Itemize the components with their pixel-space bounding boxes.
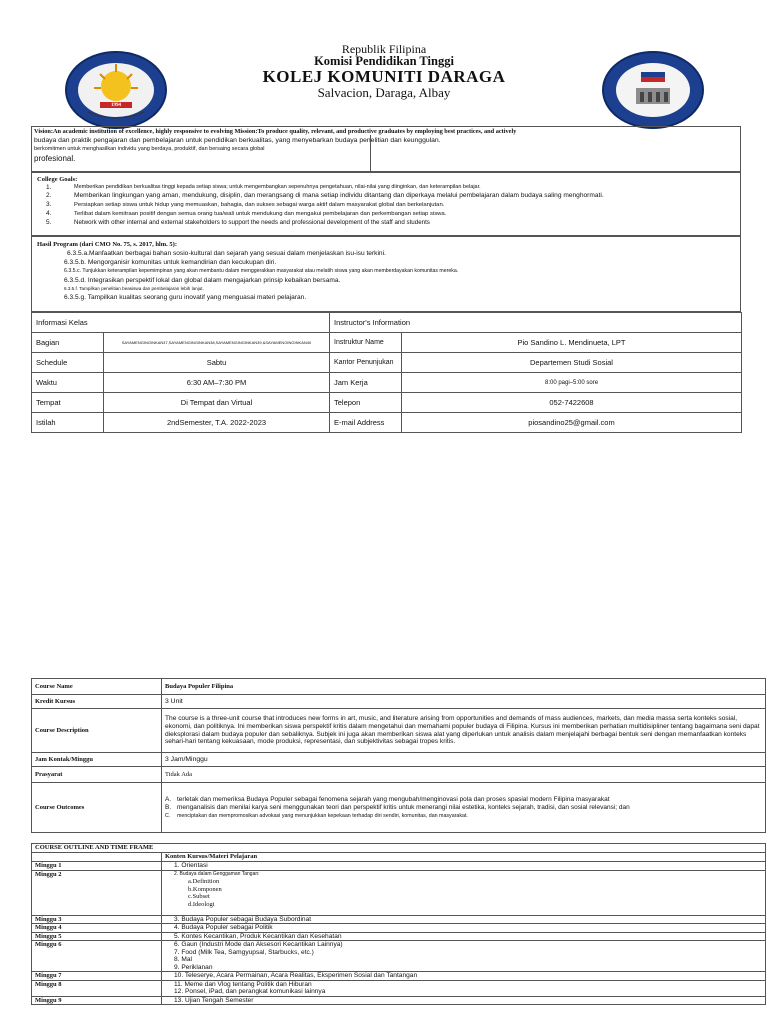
outline-row bbox=[32, 941, 766, 972]
vision-line-3: berkomitmen untuk menghasilkan individu yang berdaya, produktif, dan bersaing secara global bbox=[34, 146, 265, 152]
week-label: Minggu 6 bbox=[32, 941, 162, 972]
goal-item: 1. Memberikan pendidikan berkualitas tinggi kepada setiap siswa; untuk mengembangkan sepenuhnya pengetahuan, nilai-nilai yang diinginkan, dan keterampilan belajar. bbox=[46, 184, 481, 191]
row-value[interactable] bbox=[402, 413, 742, 433]
row-label: Waktu bbox=[32, 373, 104, 393]
class-info-heading-row bbox=[32, 313, 742, 333]
week-content: 11. Meme dan Vlog tentang Politik dan Hiburan 12. Ponsel, iPad, dan perangkat komunikasi lainnya bbox=[162, 980, 766, 996]
outcome-item: 6.3.5.f. Tampilkan penelitian beasiswa dan pembelajaran lebih lanjut. bbox=[64, 286, 204, 291]
week-content: 13. Ujian Tengah Semester bbox=[162, 996, 766, 1005]
course-row bbox=[32, 695, 766, 709]
vision-line-4: profesional. bbox=[34, 154, 76, 163]
outline-row bbox=[32, 924, 766, 933]
row-label: Tempat bbox=[32, 393, 104, 413]
course-row bbox=[32, 783, 766, 833]
header-commission: Komisi Pendidikan Tinggi bbox=[314, 54, 454, 68]
row-value: 6:30 AM–7:30 PM bbox=[104, 373, 330, 393]
vision-line-2: budaya dan praktik pengajaran dan pembelajaran untuk pendidikan berkualitas, yang menyebarkan budaya penelitian dan keunggulan. bbox=[34, 137, 441, 144]
week-label: Minggu 4 bbox=[32, 924, 162, 933]
week-label: Minggu 1 bbox=[32, 862, 162, 871]
course-info-table bbox=[31, 678, 766, 833]
goals-list bbox=[46, 184, 736, 227]
course-value: The course is a three-unit course that introduces new forms in art, music, and literature arising from opportunities and demands of mass audiences, markets, dan media massa serta konteks sosial, ekonomi, dan politiknya. Ini memberikan siswa perspektif kritis dalam mengetahui dan memahami populer budaya di Filipina. Kursus ini memberikan perhatian multidisipliner tentang bagaimana seni dapat dieksplorasi dalam budaya populer dan sebaliknya. Subjek ini juga akan memberikan siswa alat yang diperlukan untuk analisis dalam menjelajahi berbagai bentuk seni dengan memanfaatkan konteks sehari-hari tentang kekuasaan, mode produksi, representasi, dan subjektivitas sebagai tropes kritis. bbox=[162, 709, 766, 753]
row-label: Jam Kerja bbox=[330, 373, 402, 393]
week-content: 4. Budaya Populer sebagai Politik bbox=[162, 924, 766, 933]
row-value: 052-7422608 bbox=[402, 393, 742, 413]
instructor-info-heading: Instructor's Information bbox=[330, 313, 742, 333]
course-label: Prasyarat bbox=[32, 767, 162, 783]
outcomes-list bbox=[64, 250, 734, 303]
course-value: 3 Jam/Minggu bbox=[162, 753, 766, 767]
outcomes-heading: Hasil Program (dari CMO No. 75, s. 2017, hlm. 5): bbox=[37, 241, 177, 248]
course-row bbox=[32, 709, 766, 753]
row-label: Telepon bbox=[330, 393, 402, 413]
course-row bbox=[32, 753, 766, 767]
outline-header-row bbox=[32, 853, 766, 862]
email-link[interactable]: piosandino25@gmail.com bbox=[528, 418, 615, 427]
header-college-name: KOLEJ KOMUNITI DARAGA bbox=[262, 67, 506, 86]
outcome-item: 6.3.5.b. Mengorganisir komunitas untuk kemandirian dan kecukupan diri. bbox=[64, 259, 277, 266]
row-label: Kantor Penunjukan bbox=[330, 353, 402, 373]
row-label: Schedule bbox=[32, 353, 104, 373]
outline-row bbox=[32, 932, 766, 941]
outline-row bbox=[32, 996, 766, 1005]
outcome-item: 6.3.5.d. Integrasikan perspektif lokal dan global dalam mengajarkan prinsip kebaikan bersama. bbox=[64, 277, 341, 284]
outline-row bbox=[32, 980, 766, 996]
class-info-heading: Informasi Kelas bbox=[32, 313, 330, 333]
row-label: Istilah bbox=[32, 413, 104, 433]
outline-title: COURSE OUTLINE AND TIME FRAME bbox=[32, 844, 766, 853]
course-outcome-item: A. terletak dan memeriksa Budaya Populer sebagai fenomena sejarah yang mengubah/menginovasi pola dan proses spasial modern Filipina masyarakat bbox=[165, 795, 610, 803]
class-info-row bbox=[32, 413, 742, 433]
week-content: 3. Budaya Populer sebagai Budaya Subordinat bbox=[162, 915, 766, 924]
course-row bbox=[32, 767, 766, 783]
class-info-row bbox=[32, 353, 742, 373]
week-content: 5. Kontes Kecantikan, Produk Kecantikan dan Kesehatan bbox=[162, 932, 766, 941]
week-label: Minggu 7 bbox=[32, 972, 162, 981]
row-label: E-mail Address bbox=[330, 413, 402, 433]
course-value: Tidak Ada bbox=[162, 767, 766, 783]
vision-divider bbox=[370, 135, 371, 171]
outline-row bbox=[32, 862, 766, 871]
row-value: Sabtu bbox=[104, 353, 330, 373]
vision-mission-section bbox=[31, 126, 741, 172]
class-info-row bbox=[32, 333, 742, 353]
class-info-table bbox=[31, 312, 742, 433]
week-content: 1. Orientasi bbox=[162, 862, 766, 871]
outline-row bbox=[32, 870, 766, 915]
goal-item: 4. Terlibat dalam kemitraan positif dengan semua orang tua/wali untuk mendukung dan mengakui pembelajaran dan perkembangan setiap siswa. bbox=[46, 210, 447, 217]
outline-title-row bbox=[32, 844, 766, 853]
row-value: 2ndSemester, T.A. 2022-2023 bbox=[104, 413, 330, 433]
outcome-item: 6.3.5.c. Tunjukkan keterampilan kepemimpinan yang akan membantu dalam menggerakkan masyarakat atau melatih siswa yang akan memberdayakan komunitas mereka. bbox=[64, 268, 459, 274]
row-label: Instruktur Name bbox=[330, 333, 402, 353]
course-label: Course Description bbox=[32, 709, 162, 753]
goal-item: 2. Memberikan lingkungan yang aman, mendukung, disiplin, dan merangsang di mana setiap individu ditantang dan diperkaya melalui pembelajaran dalam budaya saling menghormati. bbox=[46, 192, 604, 199]
week-label: Minggu 8 bbox=[32, 980, 162, 996]
course-outcomes-list bbox=[162, 783, 766, 833]
goal-item: 5. Network with other internal and external stakeholders to support the needs and professional development of the staff and students bbox=[46, 219, 430, 226]
outline-row bbox=[32, 972, 766, 981]
week-content: 10. Teleserye, Acara Permainan, Acara Realitas, Eksperimen Sosial dan Tantangan bbox=[162, 972, 766, 981]
class-info-row bbox=[32, 373, 742, 393]
week-label: Minggu 5 bbox=[32, 932, 162, 941]
course-label: Jam Kontak/Minggu bbox=[32, 753, 162, 767]
course-label: Course Name bbox=[32, 679, 162, 695]
outline-header-blank bbox=[32, 853, 162, 862]
week-content: 6. Gaun (Industri Mode dan Aksesori Kecantikan Lainnya) 7. Food (Milk Tea, Samgyupsal, Starbucks, etc.) 8. Mal 9. Periklanan bbox=[162, 941, 766, 972]
course-value: 3 Unit bbox=[162, 695, 766, 709]
course-row bbox=[32, 679, 766, 695]
course-outcome-item: C. menciptakan dan mempromosikan advokasi yang menunjukkan kepekaan terhadap diri sendiri, komunitas, dan masyarakat. bbox=[165, 812, 468, 819]
outcome-item: 6.3.5.a.Manfaatkan berbagai bahan sosio-kultural dan sejarah yang sesuai dalam menjelaskan isu-isu terkini. bbox=[67, 250, 386, 257]
dcc-seal bbox=[602, 50, 704, 130]
week-label: Minggu 9 bbox=[32, 996, 162, 1005]
course-label: Course Outcomes bbox=[32, 783, 162, 833]
row-value: 8:00 pagi–5:00 sore bbox=[402, 373, 742, 393]
ched-seal-year: 1994 bbox=[111, 103, 121, 108]
outline-header-content: Konten Kursus/Materi Pelajaran bbox=[162, 853, 766, 862]
program-outcomes-section bbox=[31, 236, 741, 312]
week-label: Minggu 3 bbox=[32, 915, 162, 924]
college-goals-section bbox=[31, 172, 741, 236]
outline-row bbox=[32, 915, 766, 924]
row-value: Di Tempat dan Virtual bbox=[104, 393, 330, 413]
row-label: Bagian bbox=[32, 333, 104, 353]
course-outline-table bbox=[31, 843, 766, 1005]
course-label: Kredit Kursus bbox=[32, 695, 162, 709]
row-value: Pio Sandino L. Mendinueta, LPT bbox=[402, 333, 742, 353]
goals-heading: College Goals: bbox=[37, 176, 78, 183]
class-info-row bbox=[32, 393, 742, 413]
header-republic: Republik Filipina bbox=[341, 42, 427, 56]
course-value: Budaya Populer Filipina bbox=[162, 679, 766, 695]
vision-heading: Vision:An academic institution of excellence, highly responsive to evolving Mission:To produce quality, relevant, and productive graduates by employing best practices, and actively bbox=[34, 128, 517, 135]
header-address: Salvacion, Daraga, Albay bbox=[317, 85, 451, 100]
course-outcome-item: B. menganalisis dan menilai karya seni menggunakan teori dan perspektif kritis untuk menerangi nilai estetika, konteks sejarah, tradisi, dan sosial relevansi; dan bbox=[165, 803, 630, 811]
goal-item: 3. Persiapkan setiap siswa untuk hidup yang memuaskan, bahagia, dan sukses sebagai warga aktif dalam masyarakat global dan berkelanjutan. bbox=[46, 201, 445, 208]
row-value: Departemen Studi Sosial bbox=[402, 353, 742, 373]
outcome-item: 6.3.5.g. Tampilkan kualitas seorang guru inovatif yang menguasai materi pelajaran. bbox=[64, 294, 307, 301]
row-value: SAYAMENGINGINKAN37,SAYAMENGINGINKAN38,SAYAMENGINGINKAN39,&SAYAMENGINGINKAN40 bbox=[104, 333, 330, 353]
week-content: 2. Budaya dalam Genggaman Tangan: a.Definition b.Komponen c.Subset d.Ideologi bbox=[162, 870, 766, 915]
week-label: Minggu 2 bbox=[32, 870, 162, 915]
